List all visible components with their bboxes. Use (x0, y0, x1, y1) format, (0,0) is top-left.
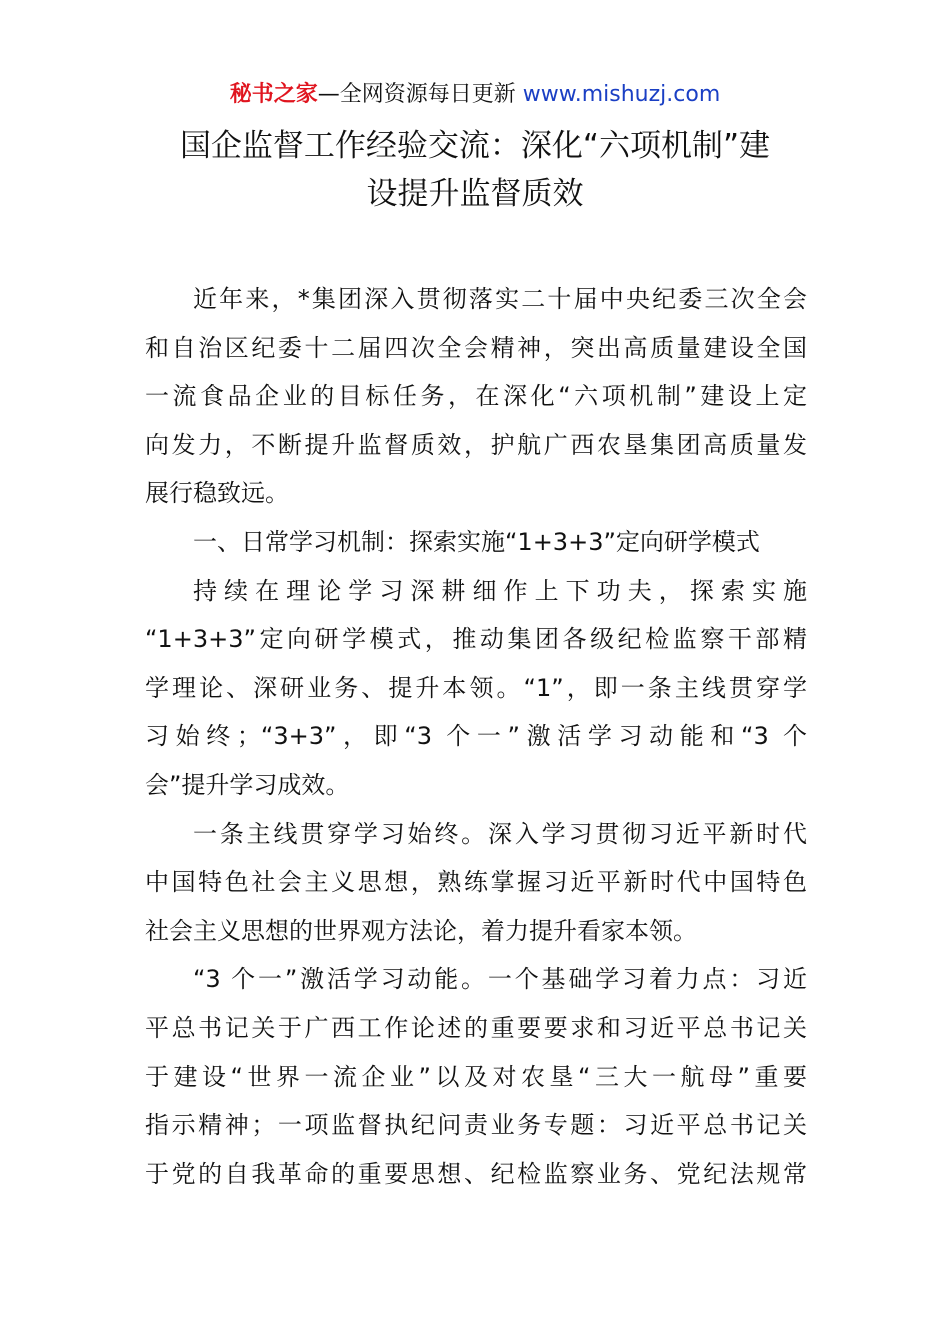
text-line: 中国特色社会主义思想，熟练掌握习近平新时代中国特色 (145, 868, 807, 897)
text-line: 近年来，*集团深入贯彻落实二十届中央纪委三次全会 (193, 285, 807, 313)
text-line: 和自治区纪委十二届四次全会精神，突出高质量建设全国 (145, 333, 807, 362)
site-url-link[interactable]: www.mishuzj.com (522, 82, 721, 107)
text-line: 指示精神；一项监督执纪问责业务专题：习近平总书记关 (145, 1111, 807, 1140)
paragraph-intro (145, 275, 807, 518)
paragraph-main-line (145, 810, 807, 956)
text-line: 向发力，不断提升监督质效，护航广西农垦集团高质量发 (145, 430, 807, 459)
site-tagline: —全网资源每日更新 (317, 82, 523, 107)
paragraph-three-ones (145, 955, 807, 1198)
text-line: 学理论、深研业务、提升本领。“1”，即一条主线贯穿学 (145, 673, 807, 702)
section-heading-1 (145, 518, 807, 567)
brand-name: 秘书之家 (229, 82, 318, 107)
document-title (100, 122, 850, 218)
site-header (0, 80, 950, 110)
text-line: 社会主义思想的世界观方法论，着力提升看家本领。 (145, 916, 697, 945)
text-line: 平总书记关于广西工作论述的重要要求和习近平总书记关 (145, 1013, 807, 1042)
text-line: 习始终；“3+3”，即“3 个一”激活学习动能和“3 个 (145, 722, 807, 751)
text-line: “3 个一”激活学习动能。一个基础学习着力点：习近 (193, 965, 807, 994)
text-line: 会”提升学习成效。 (145, 770, 350, 799)
text-line: 一流食品企业的目标任务，在深化“六项机制”建设上定 (145, 382, 807, 411)
title-line-2: 设提升监督质效 (366, 176, 584, 212)
document-body (145, 275, 807, 1198)
text-line: 于党的自我革命的重要思想、纪检监察业务、党纪法规常 (145, 1159, 807, 1188)
text-line: 持续在理论学习深耕细作上下功夫，探索实施 (193, 576, 807, 605)
text-line: 于建设“世界一流企业”以及对农垦“三大一航母”重要 (145, 1062, 807, 1091)
paragraph-study-model (145, 567, 807, 810)
text-line: “1+3+3”定向研学模式，推动集团各级纪检监察干部精 (145, 625, 807, 654)
title-line-1: 国企监督工作经验交流：深化“六项机制”建 (179, 128, 771, 164)
text-line: 展行稳致远。 (145, 479, 289, 508)
text-line: 一条主线贯穿学习始终。深入学习贯彻习近平新时代 (193, 819, 807, 848)
text-line: 一、日常学习机制：探索实施“1+3+3”定向研学模式 (193, 527, 760, 556)
